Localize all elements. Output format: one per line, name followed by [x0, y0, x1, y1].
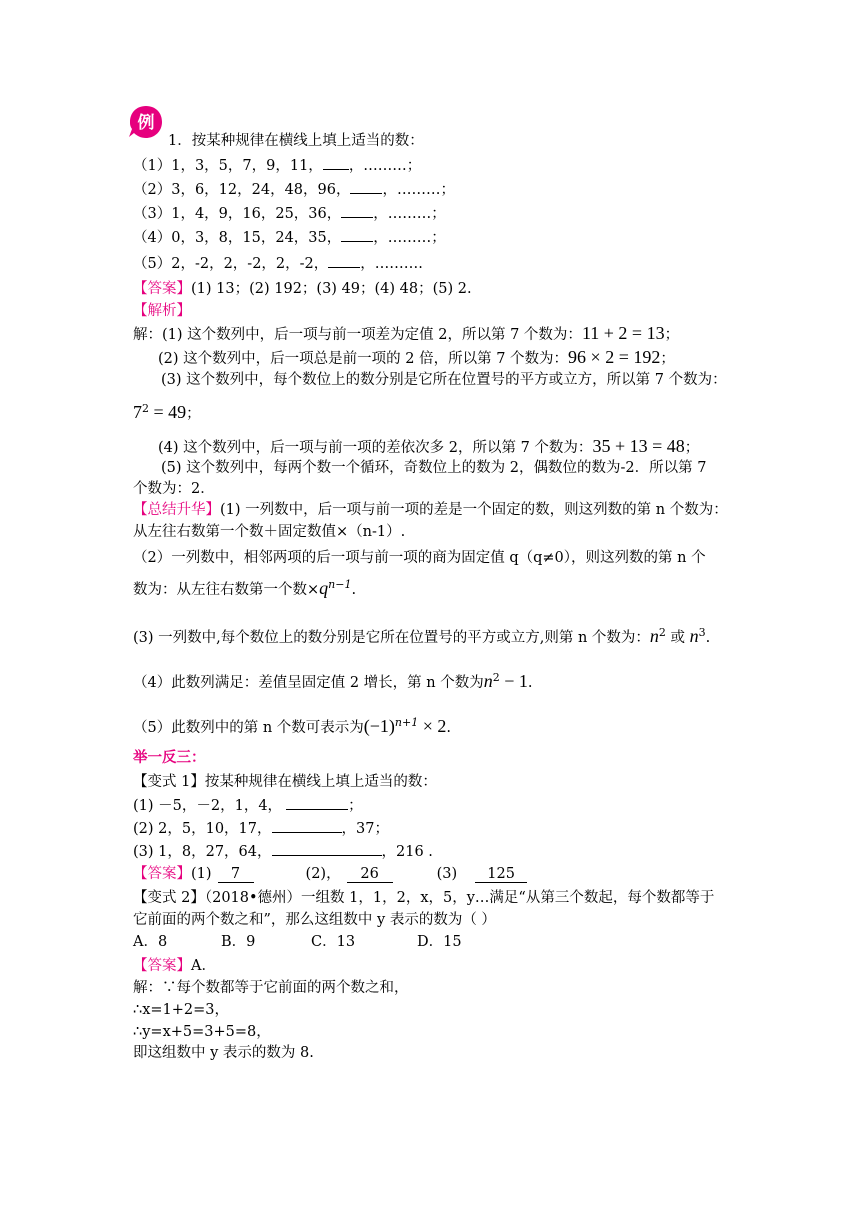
variant-1-answer-label: 【答案】 — [133, 866, 191, 882]
sequence-4: （4）0，3，8，15，24，35， ，………； — [133, 227, 446, 248]
summary-line-3: （2）一列数中，相邻两项的后一项与前一项的商为固定值 q（q≠0），则这列数的第 n 个 — [133, 550, 706, 566]
variant-1-seq-1: (1) －5，－2，1，4， ； — [133, 795, 363, 816]
badge-char: 例 — [137, 113, 155, 133]
analysis-line-5: (4) 这个数列中，后一项与前一项的差依次多 2，所以第 7 个数为：35 + 13 = 48； — [158, 436, 700, 456]
practice-title: 举一反三： — [133, 749, 206, 766]
variant-2-line-2: 它前面的两个数之和”，那么这组数中 y 表示的数为（ ） — [133, 912, 496, 928]
variant-2-solution-1: 解：∵每个数都等于它前面的两个数之和， — [133, 980, 409, 996]
analysis-line-2: (2) 这个数列中，后一项总是前一项的 2 倍，所以第 7 个数为：96 × 2 = 192； — [158, 347, 675, 367]
sequence-3: （3）1，4，9，16，25，36， ，………； — [133, 203, 446, 224]
summary-line-4: 数为：从左往右数第一个数$\times q^{n-1}$. — [133, 578, 357, 598]
question-1: 1．按某种规律在横线上填上适当的数： — [168, 133, 424, 149]
example-badge-icon — [128, 104, 164, 140]
summary-line-7: （5）此数列中的第 n 个数可表示为$(-1)^{n+1} \times 2$. — [133, 716, 451, 736]
variant-1-answer: 【答案】(1) 7 (2)， 26 (3) 125 — [133, 864, 527, 884]
variant-2-solution-2: ∴x=1+2=3， — [133, 1002, 230, 1018]
variant-2-answer-label: 【答案】 — [133, 958, 191, 974]
variant-2-answer: 【答案】A． — [133, 958, 216, 974]
variant-1-seq-2: (2) 2，5，10，17， ，37； — [133, 818, 389, 839]
analysis-line-6: (5) 这个数列中，每两个数一个循环，奇数位上的数为 2，偶数位的数为-2．所以第 7 — [161, 460, 707, 476]
variant-2-solution-4: 即这组数中 y 表示的数为 8. — [133, 1045, 314, 1061]
variant-2-options: A．8 B．9 C．13 D．15 — [133, 934, 462, 950]
analysis-line-4: $7^2 = 49$； — [133, 402, 201, 422]
variant-2-solution-3: ∴y=x+5=3+5=8， — [133, 1024, 271, 1040]
summary-line-6: （4）此数列满足：差值呈固定值 2 增长，第 n 个数为$n^2 - 1$. — [133, 671, 533, 691]
summary-line-5: (3) 一列数中,每个数位上的数分别是它所在位置号的平方或立方,则第 n 个数为：$n^2$ 或 $n^3$. — [133, 626, 711, 646]
variant-1-line: 【变式 1】按某种规律在横线上填上适当的数： — [133, 774, 437, 790]
variant-2-line-1: 【变式 2】（2018•德州）一组数 1，1，2，x，5，y…满足“从第三个数起，每个数都等于 — [133, 890, 715, 906]
answer-label: 【答案】 — [133, 281, 191, 297]
sequence-5: （5）2，-2，2，-2，2，-2， ，………. — [133, 253, 423, 274]
variant-1-seq-3: (3) 1，8，27，64， ，216 . — [133, 841, 433, 862]
sequence-1: （1）1，3，5，7，9，11， ，………； — [133, 155, 421, 176]
summary-line-1: 【总结升华】(1) 一列数中，后一项与前一项的差是一个固定的数，则这列数的第 n 个数为： — [133, 502, 728, 518]
sequence-2: （2）3，6，12，24，48，96， ，………； — [133, 179, 455, 200]
summary-label: 【总结升华】 — [133, 502, 220, 518]
answer-line: 【答案】(1) 13；(2) 192；(3) 49；(4) 48；(5) 2. — [133, 281, 472, 297]
analysis-line-1: 解：(1) 这个数列中，后一项与前一项差为定值 2，所以第 7 个数为：11 + 2 = 13； — [133, 323, 680, 343]
variant-1-label: 【变式 1】 — [133, 774, 205, 790]
variant-2-label: 【变式 2】 — [133, 890, 205, 906]
analysis-line-7: 个数为：2． — [133, 481, 215, 497]
analysis-line-3: (3) 这个数列中，每个数位上的数分别是它所在位置号的平方或立方，所以第 7 个数为： — [161, 372, 727, 388]
summary-line-2: 从左往右数第一个数＋固定数值×（n-1）. — [133, 524, 406, 540]
analysis-label: 【解析】 — [133, 303, 191, 319]
